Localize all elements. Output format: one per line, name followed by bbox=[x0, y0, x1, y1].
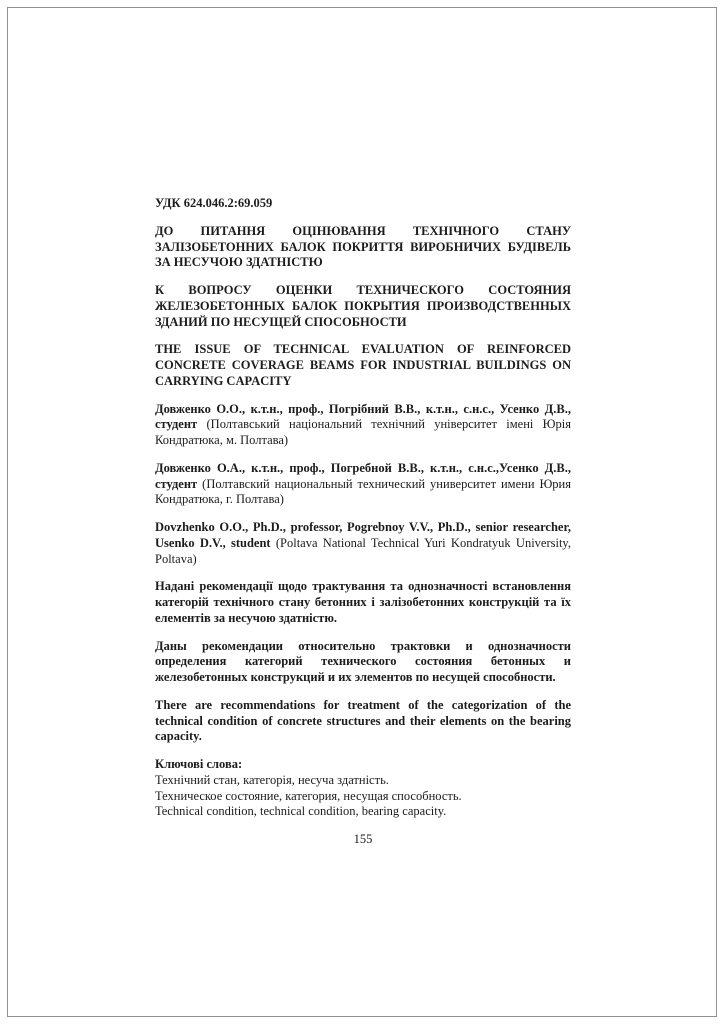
authors-ukrainian-affiliation: (Полтавський національний технічний університет імені Юрія Кондратюка, м. Полтава) bbox=[155, 417, 571, 447]
page-number: 155 bbox=[353, 832, 373, 846]
abstract-english: There are recommendations for treatment of the categorization of the technical condition of concrete structures and their elements on the bearing capacity. bbox=[155, 697, 571, 744]
udc-number: УДК 624.046.2:69.059 bbox=[155, 196, 273, 210]
abstract-russian: Даны рекомендации относительно трактовки и однозначности определения категорий технического состояния бетонных и железобетонных конструкций и их элементов по несущей способности. bbox=[155, 638, 571, 684]
keywords-russian: Техническое состояние, категория, несущая способность. bbox=[155, 788, 462, 803]
authors-ukrainian bbox=[155, 402, 571, 449]
authors-english-names: Dovzhenko O.O., Ph.D., professor, Pogrebnoy V.V., Ph.D., senior researcher, Usenko D.V., student bbox=[155, 520, 571, 550]
document-content bbox=[155, 196, 571, 848]
keywords-english: Technical condition, technical condition, bearing capacity. bbox=[155, 804, 447, 819]
title-russian: К ВОПРОСУ ОЦЕНКИ ТЕХНИЧЕСКОГО СОСТОЯНИЯ ЖЕЛЕЗОБЕТОННЫХ БАЛОК ПОКРЫТИЯ ПРОИЗВОДСТВЕННЫХ ЗДАНИЙ ПО НЕСУЩЕЙ СПОСОБНОСТИ bbox=[155, 283, 571, 329]
authors-ukrainian-names: Довженко О.О., к.т.н., проф., Погрібний В.В., к.т.н., с.н.с., Усенко Д.В., студент bbox=[155, 401, 571, 432]
keywords-header: Ключові слова: bbox=[155, 757, 243, 771]
title-ukrainian: ДО ПИТАННЯ ОЦІНЮВАННЯ ТЕХНІЧНОГО СТАНУ ЗАЛІЗОБЕТОННИХ БАЛОК ПОКРИТТЯ ВИРОБНИЧИХ БУДІВЕЛЬ ЗА НЕСУЧОЮ ЗДАТНІСТЮ bbox=[155, 223, 571, 270]
authors-russian bbox=[155, 461, 571, 508]
authors-russian-names: Довженко О.А., к.т.н., проф., Погребной В.В., к.т.н., с.н.с.,Усенко Д.В., студент bbox=[155, 460, 571, 491]
authors-russian-affiliation: (Полтавский национальный технический университет имени Юрия Кондратюка, г. Полтава) bbox=[155, 476, 571, 507]
authors-english-affiliation: (Poltava National Technical Yuri Kondratyuk University, Poltava) bbox=[155, 535, 571, 566]
abstract-ukrainian: Надані рекомендації щодо трактування та однозначності встановлення категорій технічного стану бетонних і залізобетонних конструкцій та їх елементів за несучою здатністю. bbox=[155, 579, 571, 625]
authors-english bbox=[155, 520, 571, 567]
keywords-section bbox=[155, 757, 571, 820]
keywords-ukrainian: Технічний стан, категорія, несуча здатність. bbox=[155, 772, 389, 787]
title-english: THE ISSUE OF TECHNICAL EVALUATION OF REINFORCED CONCRETE COVERAGE BEAMS FOR INDUSTRIAL BUILDINGS ON CARRYING CAPACITY bbox=[155, 342, 571, 388]
